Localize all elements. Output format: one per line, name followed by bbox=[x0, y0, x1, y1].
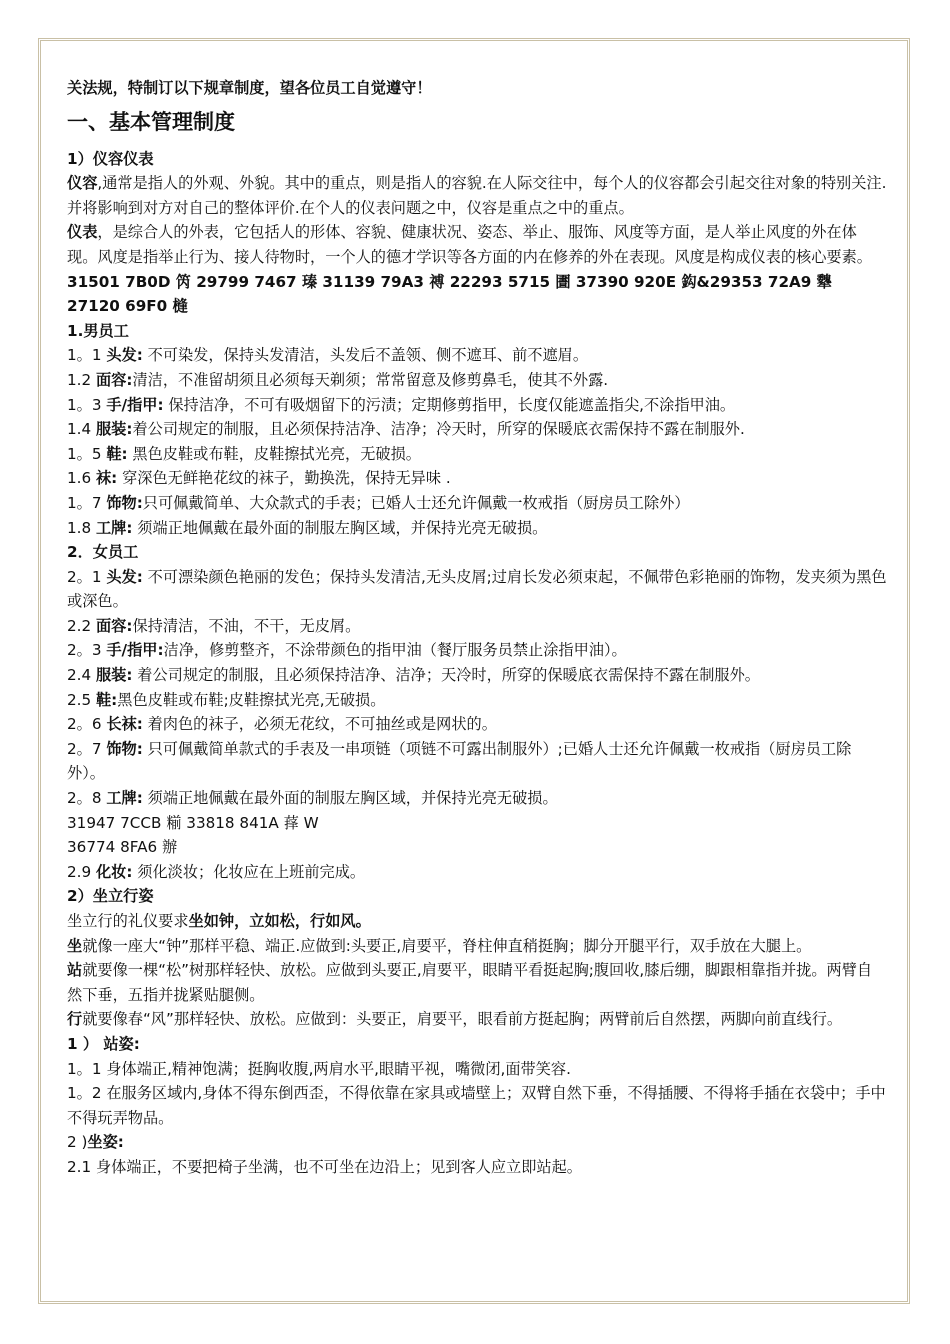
rule-label: 服装: bbox=[95, 666, 133, 685]
description-text: 就要像春“风”那样轻快、放松。应做到：头要正，肩要平，眼看前方挺起胸；两臂前后自然摆，两脚向前直线行。 bbox=[82, 1010, 843, 1029]
rule-number: 2。6 bbox=[67, 715, 107, 734]
female-rules-list bbox=[67, 565, 887, 885]
section-heading: 一、基本管理制度 bbox=[67, 109, 235, 134]
rule-label: 面容: bbox=[95, 616, 133, 635]
rule-text: 穿深色无鲜艳花纹的袜子，勤换洗，保持无异味 . bbox=[117, 469, 451, 488]
rule-item bbox=[67, 663, 887, 688]
rule-item bbox=[67, 614, 887, 639]
rule-item: 1。1 身体端正,精神饱满；挺胸收腹,两肩水平,眼睛平视，嘴微闭,面带笑容. bbox=[67, 1059, 571, 1078]
rule-text: 须端正地佩戴在最外面的制服左胸区域，并保持光亮无破损。 bbox=[132, 518, 548, 537]
rule-item bbox=[67, 638, 887, 663]
rule-text: 须化淡妆；化妆应在上班前完成。 bbox=[132, 862, 366, 881]
rule-text: 清洁，不准留胡须且必须每天剃须；常常留意及修剪鼻毛，使其不外露. bbox=[132, 370, 609, 389]
sitting-posture-title bbox=[67, 1130, 887, 1155]
male-staff-title: 1.男员工 bbox=[67, 321, 129, 340]
subsection-title-posture: 2）坐立行姿 bbox=[67, 887, 154, 906]
term: 站 bbox=[67, 961, 83, 980]
rule-item bbox=[67, 368, 887, 393]
subsection-title-appearance: 1）仪容仪表 bbox=[67, 149, 154, 168]
rule-number: 1。3 bbox=[67, 395, 107, 414]
rule-number: 2.9 bbox=[67, 862, 96, 881]
rule-label: 工牌: bbox=[106, 789, 143, 808]
rule-label: 鞋: bbox=[106, 444, 128, 463]
rule-number: 1.2 bbox=[67, 370, 96, 389]
rule-item: 1。2 在服务区域内,身体不得东倒西歪，不得依靠在家具或墙壁上；双臂自然下垂，不得插腰、不得将手插在衣袋中；手中不得玩弄物品。 bbox=[67, 1084, 886, 1127]
rule-item: 2.1 身体端正，不要把椅子坐满，也不可坐在边沿上；见到客人应立即站起。 bbox=[67, 1157, 582, 1176]
female-staff-title: 2．女员工 bbox=[67, 543, 139, 562]
rule-text: 只可佩戴简单、大众款式的手表；已婚人士还允许佩戴一枚戒指（厨房员工除外） bbox=[142, 493, 690, 512]
rule-label: 长袜: bbox=[106, 715, 143, 734]
rule-number: 2。8 bbox=[67, 789, 107, 808]
term: 仪容 bbox=[67, 174, 98, 193]
standing-posture-title: 1 ） 站姿: bbox=[67, 1034, 140, 1053]
rule-number: 1。7 bbox=[67, 493, 107, 512]
rule-number: 1.4 bbox=[67, 420, 96, 439]
rule-label: 化妆: bbox=[95, 862, 133, 881]
rule-item bbox=[67, 516, 887, 541]
rule-label: 头发: bbox=[106, 346, 143, 365]
rule-text: 洁净，修剪整齐，不涂带颜色的指甲油（餐厅服务员禁止涂指甲油）。 bbox=[163, 641, 627, 660]
rule-item bbox=[67, 466, 887, 491]
rule-text: 黑色皮鞋或布鞋，皮鞋擦拭光亮，无破损。 bbox=[127, 444, 421, 463]
rule-item bbox=[67, 565, 887, 614]
rule-item bbox=[67, 712, 887, 737]
rule-number: 1。5 bbox=[67, 444, 107, 463]
rule-number: 2.5 bbox=[67, 690, 96, 709]
term: 行 bbox=[67, 1010, 83, 1029]
rule-text: 须端正地佩戴在最外面的制服左胸区域，并保持光亮无破损。 bbox=[142, 789, 558, 808]
lead-text: 坐立行的礼仪要求 bbox=[67, 912, 189, 930]
definition-text: ,通常是指人的外观、外貌。其中的重点，则是指人的容貌.在人际交往中，每个人的仪容都会引起交往对象的特别关注.并将影响到对方对自己的整体评价.在个人的仪表问题之中，仪容是重点之中的重点。 bbox=[67, 174, 887, 217]
rule-text: 保持清洁，不油，不干，无皮屑。 bbox=[132, 616, 361, 635]
rule-label: 工牌: bbox=[95, 518, 133, 537]
rule-text: 着公司规定的制服，且必须保持洁净、洁净；冷天时，所穿的保暖底衣需保持不露在制服外. bbox=[132, 420, 745, 439]
rule-item bbox=[67, 417, 887, 442]
rule-label: 鞋: bbox=[95, 690, 118, 709]
walk-description bbox=[67, 1007, 887, 1032]
rule-item bbox=[67, 786, 887, 811]
rule-text: 不可染发，保持头发清洁，头发后不盖领、侧不遮耳、前不遮眉。 bbox=[142, 346, 589, 365]
male-rules-list bbox=[67, 343, 887, 540]
document-body bbox=[67, 76, 887, 1180]
rule-label: 饰物: bbox=[106, 493, 143, 512]
definition-yibiao bbox=[67, 220, 887, 269]
rule-label: 袜: bbox=[95, 469, 118, 488]
rule-item bbox=[67, 393, 887, 418]
code-line: 36774 8FA6 辦 bbox=[67, 838, 178, 857]
title-label: 坐姿: bbox=[87, 1133, 124, 1152]
description-text: 就像一座大“钟”那样平稳、端正.应做到:头要正,肩要平，脊柱伸直稍挺胸；脚分开腿平行，双手放在大腿上。 bbox=[82, 936, 812, 955]
rule-item bbox=[67, 442, 887, 467]
description-text: 就要像一棵“松”树那样轻快、放松。应做到头要正,肩要平，眼睛平看挺起胸;腹回收,膝后绷，脚跟相靠指并拢。两臂自然下垂，五指并拢紧贴腿侧。 bbox=[67, 961, 873, 1004]
rule-item bbox=[67, 491, 887, 516]
title-number: 2 ) bbox=[67, 1133, 88, 1152]
rule-item bbox=[67, 688, 887, 713]
term: 仪表 bbox=[67, 223, 98, 242]
rule-number: 2.2 bbox=[67, 616, 96, 635]
rule-number: 1。1 bbox=[67, 346, 107, 365]
rule-text: 只可佩戴简单款式的手表及一串项链（项链不可露出制服外）;已婚人士还允许佩戴一枚戒指（厨房员工除外）。 bbox=[67, 739, 852, 783]
rule-number: 1.8 bbox=[67, 518, 96, 537]
rule-label: 饰物: bbox=[106, 739, 143, 758]
rule-label: 面容: bbox=[95, 370, 133, 389]
rule-item bbox=[67, 343, 887, 368]
definition-text: ，是综合人的外表，它包括人的形体、容貌、健康状况、姿态、举止、服饰、风度等方面，是人举止风度的外在体现。风度是指举止行为、接人待物时，一个人的德才学识等各方面的内在修养的外在表现。风度是构成仪表的核心要素。 bbox=[67, 223, 872, 266]
rule-item bbox=[67, 860, 887, 885]
rule-label: 手/指甲: bbox=[106, 641, 164, 660]
rule-number: 1.6 bbox=[67, 469, 96, 488]
definition-rongyi bbox=[67, 171, 887, 220]
rule-text: 不可漂染颜色艳丽的发色；保持头发清洁,无头皮屑;过肩长发必须束起，不佩带色彩艳丽的饰物，发夹须为黑色或深色。 bbox=[67, 567, 887, 611]
rule-number: 2。1 bbox=[67, 567, 107, 586]
sit-description bbox=[67, 934, 887, 959]
intro-line: 关法规，特制订以下规章制度，望各位员工自觉遵守！ bbox=[67, 79, 432, 97]
code-line: 31947 7CCB 糋 33818 841A 萚 W bbox=[67, 813, 319, 832]
code-line: 31501 7B0D 笍 29799 7467 瑧 31139 79A3 禣 22293 5715 圕 37390 920E 鈎&29353 72A9 犩 27120 69F0 槰 bbox=[67, 272, 832, 316]
rule-number: 2。3 bbox=[67, 641, 107, 660]
rule-number: 2.4 bbox=[67, 666, 96, 685]
rule-text: 保持洁净，不可有吸烟留下的污渍；定期修剪指甲，长度仅能遮盖指尖,不涂指甲油。 bbox=[163, 395, 736, 414]
rule-label: 服装: bbox=[95, 420, 133, 439]
rule-item bbox=[67, 737, 887, 786]
stand-description bbox=[67, 958, 887, 1007]
rule-text: 着公司规定的制服，且必须保持洁净、洁净；天冷时，所穿的保暖底衣需保持不露在制服外。 bbox=[132, 666, 760, 685]
rule-label: 手/指甲: bbox=[106, 395, 164, 414]
rule-text: 着肉色的袜子，必须无花纹，不可抽丝或是网状的。 bbox=[142, 715, 497, 734]
rule-text: 黑色皮鞋或布鞋;皮鞋擦拭光亮,无破损。 bbox=[117, 690, 386, 709]
rule-number: 2。7 bbox=[67, 739, 107, 758]
lead-motto: 坐如钟，立如松，行如风。 bbox=[188, 912, 371, 930]
term: 坐 bbox=[67, 936, 83, 955]
rule-label: 头发: bbox=[106, 567, 143, 586]
posture-lead bbox=[67, 909, 887, 934]
